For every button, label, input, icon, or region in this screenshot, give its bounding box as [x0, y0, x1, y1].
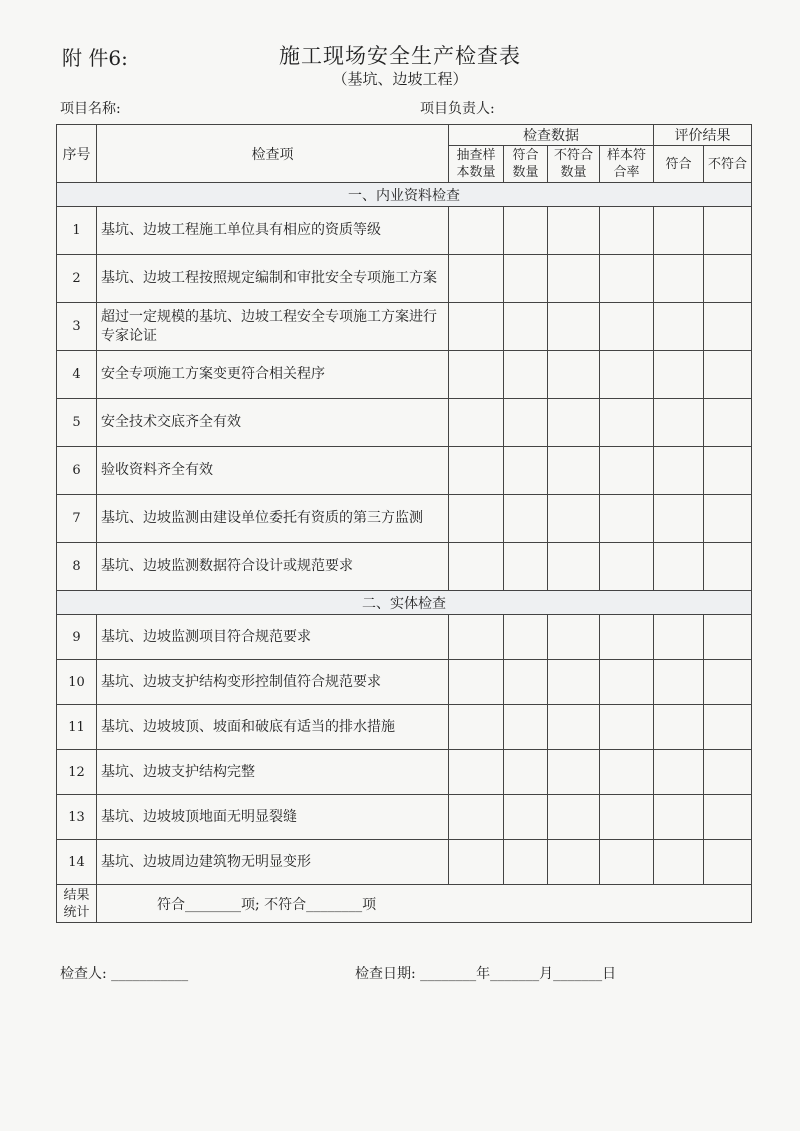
- nonconform-count-cell[interactable]: [548, 750, 600, 795]
- conform-count-cell[interactable]: [504, 660, 548, 705]
- sample-cell[interactable]: [449, 543, 504, 591]
- nonconform-count-cell[interactable]: [548, 495, 600, 543]
- nonconform-cell[interactable]: [704, 615, 752, 660]
- row-check-item: 基坑、边坡工程按照规定编制和审批安全专项施工方案: [97, 255, 449, 303]
- conform-cell[interactable]: [654, 750, 704, 795]
- nonconform-cell[interactable]: [704, 660, 752, 705]
- nonconform-cell[interactable]: [704, 750, 752, 795]
- nonconform-count-cell[interactable]: [548, 303, 600, 351]
- sample-cell[interactable]: [449, 207, 504, 255]
- sample-cell[interactable]: [449, 750, 504, 795]
- nonconform-count-cell[interactable]: [548, 543, 600, 591]
- sample-cell[interactable]: [449, 495, 504, 543]
- form-subtitle: （基坑、边坡工程）: [332, 70, 468, 88]
- row-check-item: 基坑、边坡监测由建设单位委托有资质的第三方监测: [97, 495, 449, 543]
- conform-count-cell[interactable]: [504, 495, 548, 543]
- row-number: 4: [57, 351, 97, 399]
- conform-cell[interactable]: [654, 705, 704, 750]
- table-row: [57, 351, 752, 399]
- section-title: 一、内业资料检查: [57, 183, 752, 207]
- table-row: [57, 615, 752, 660]
- row-number: 9: [57, 615, 97, 660]
- row-check-item: 验收资料齐全有效: [97, 447, 449, 495]
- row-check-item: 基坑、边坡坡顶地面无明显裂缝: [97, 795, 449, 840]
- rate-cell[interactable]: [600, 399, 654, 447]
- section-title: 二、实体检查: [57, 591, 752, 615]
- rate-cell[interactable]: [600, 351, 654, 399]
- nonconform-cell[interactable]: [704, 255, 752, 303]
- row-number: 3: [57, 303, 97, 351]
- inspector-field[interactable]: 检查人: ___________: [60, 966, 189, 982]
- row-check-item: 基坑、边坡监测项目符合规范要求: [97, 615, 449, 660]
- nonconform-count-cell[interactable]: [548, 660, 600, 705]
- header-conform: 符合: [654, 146, 704, 183]
- conform-count-cell[interactable]: [504, 351, 548, 399]
- table-row: [57, 660, 752, 705]
- sample-cell[interactable]: [449, 447, 504, 495]
- conform-count-cell[interactable]: [504, 303, 548, 351]
- rate-cell[interactable]: [600, 840, 654, 885]
- conform-count-cell[interactable]: [504, 447, 548, 495]
- header-nonconform-count: 不符合数量: [548, 146, 600, 183]
- table-row: [57, 207, 752, 255]
- nonconform-cell[interactable]: [704, 840, 752, 885]
- conform-cell[interactable]: [654, 795, 704, 840]
- rate-cell[interactable]: [600, 495, 654, 543]
- sample-cell[interactable]: [449, 660, 504, 705]
- table-row: [57, 495, 752, 543]
- table-row: [57, 255, 752, 303]
- header-data-group: 检查数据: [449, 125, 654, 146]
- nonconform-count-cell[interactable]: [548, 447, 600, 495]
- nonconform-cell[interactable]: [704, 495, 752, 543]
- row-number: 6: [57, 447, 97, 495]
- header-nonconform: 不符合: [704, 146, 752, 183]
- header-item: 检查项: [97, 125, 449, 183]
- header-conform-count: 符合数量: [504, 146, 548, 183]
- nonconform-count-cell[interactable]: [548, 615, 600, 660]
- sample-cell[interactable]: [449, 351, 504, 399]
- summary-row: [57, 885, 752, 923]
- form-title: 施工现场安全生产检查表: [279, 44, 521, 68]
- row-number: 10: [57, 660, 97, 705]
- nonconform-count-cell[interactable]: [548, 351, 600, 399]
- annex-label: 附 件6:: [62, 46, 128, 70]
- sample-cell[interactable]: [449, 615, 504, 660]
- rate-cell[interactable]: [600, 705, 654, 750]
- table-row: [57, 303, 752, 351]
- row-check-item: 基坑、边坡支护结构完整: [97, 750, 449, 795]
- project-name-label: 项目名称:: [60, 101, 121, 117]
- table-header: [57, 125, 752, 183]
- header-sample: 抽查样本数量: [449, 146, 504, 183]
- conform-count-cell[interactable]: [504, 705, 548, 750]
- row-check-item: 基坑、边坡工程施工单位具有相应的资质等级: [97, 207, 449, 255]
- nonconform-count-cell[interactable]: [548, 795, 600, 840]
- conform-count-cell[interactable]: [504, 399, 548, 447]
- table-row: [57, 705, 752, 750]
- rate-cell[interactable]: [600, 660, 654, 705]
- row-number: 7: [57, 495, 97, 543]
- nonconform-cell[interactable]: [704, 351, 752, 399]
- conform-count-cell[interactable]: [504, 207, 548, 255]
- conform-count-cell[interactable]: [504, 795, 548, 840]
- summary-text[interactable]: 符合________项; 不符合________项: [97, 885, 752, 923]
- conform-cell[interactable]: [654, 615, 704, 660]
- conform-count-cell[interactable]: [504, 750, 548, 795]
- section-row: [57, 183, 752, 207]
- rate-cell[interactable]: [600, 207, 654, 255]
- rate-cell[interactable]: [600, 543, 654, 591]
- row-check-item: 安全专项施工方案变更符合相关程序: [97, 351, 449, 399]
- nonconform-cell[interactable]: [704, 399, 752, 447]
- nonconform-count-cell[interactable]: [548, 705, 600, 750]
- conform-count-cell[interactable]: [504, 840, 548, 885]
- row-number: 8: [57, 543, 97, 591]
- header-eval-group: 评价结果: [654, 125, 752, 146]
- nonconform-cell[interactable]: [704, 303, 752, 351]
- row-check-item: 超过一定规模的基坑、边坡工程安全专项施工方案进行专家论证: [97, 303, 449, 351]
- header-rate: 样本符合率: [600, 146, 654, 183]
- sample-cell[interactable]: [449, 399, 504, 447]
- rate-cell[interactable]: [600, 750, 654, 795]
- conform-count-cell[interactable]: [504, 255, 548, 303]
- table-row: [57, 447, 752, 495]
- nonconform-count-cell[interactable]: [548, 255, 600, 303]
- row-number: 12: [57, 750, 97, 795]
- row-number: 1: [57, 207, 97, 255]
- conform-cell[interactable]: [654, 543, 704, 591]
- row-number: 13: [57, 795, 97, 840]
- table-row: [57, 750, 752, 795]
- conform-cell[interactable]: [654, 447, 704, 495]
- rate-cell[interactable]: [600, 615, 654, 660]
- sample-cell[interactable]: [449, 840, 504, 885]
- nonconform-count-cell[interactable]: [548, 399, 600, 447]
- conform-count-cell[interactable]: [504, 615, 548, 660]
- rate-cell[interactable]: [600, 447, 654, 495]
- rate-cell[interactable]: [600, 795, 654, 840]
- conform-cell[interactable]: [654, 399, 704, 447]
- project-manager-label: 项目负责人:: [420, 101, 495, 117]
- conform-cell[interactable]: [654, 207, 704, 255]
- sample-cell[interactable]: [449, 303, 504, 351]
- nonconform-count-cell[interactable]: [548, 840, 600, 885]
- row-check-item: 基坑、边坡坡顶、坡面和破底有适当的排水措施: [97, 705, 449, 750]
- sample-cell[interactable]: [449, 795, 504, 840]
- row-number: 11: [57, 705, 97, 750]
- section-row: [57, 591, 752, 615]
- table-row: [57, 840, 752, 885]
- rate-cell[interactable]: [600, 255, 654, 303]
- row-number: 14: [57, 840, 97, 885]
- inspection-date-field[interactable]: 检查日期: ________年_______月_______日: [355, 966, 617, 982]
- inspection-table: [56, 124, 752, 923]
- conform-count-cell[interactable]: [504, 543, 548, 591]
- table-body: [57, 183, 752, 885]
- conform-cell[interactable]: [654, 660, 704, 705]
- summary-label: 结果统计: [57, 885, 97, 923]
- table-row: [57, 399, 752, 447]
- nonconform-count-cell[interactable]: [548, 207, 600, 255]
- sample-cell[interactable]: [449, 255, 504, 303]
- table-row: [57, 543, 752, 591]
- conform-cell[interactable]: [654, 840, 704, 885]
- conform-cell[interactable]: [654, 255, 704, 303]
- header-seq: 序号: [57, 125, 97, 183]
- nonconform-cell[interactable]: [704, 207, 752, 255]
- conform-cell[interactable]: [654, 351, 704, 399]
- table-row: [57, 795, 752, 840]
- row-number: 5: [57, 399, 97, 447]
- sample-cell[interactable]: [449, 705, 504, 750]
- row-number: 2: [57, 255, 97, 303]
- conform-cell[interactable]: [654, 303, 704, 351]
- nonconform-cell[interactable]: [704, 795, 752, 840]
- row-check-item: 基坑、边坡支护结构变形控制值符合规范要求: [97, 660, 449, 705]
- row-check-item: 基坑、边坡监测数据符合设计或规范要求: [97, 543, 449, 591]
- nonconform-cell[interactable]: [704, 705, 752, 750]
- conform-cell[interactable]: [654, 495, 704, 543]
- row-check-item: 安全技术交底齐全有效: [97, 399, 449, 447]
- rate-cell[interactable]: [600, 303, 654, 351]
- nonconform-cell[interactable]: [704, 543, 752, 591]
- nonconform-cell[interactable]: [704, 447, 752, 495]
- row-check-item: 基坑、边坡周边建筑物无明显变形: [97, 840, 449, 885]
